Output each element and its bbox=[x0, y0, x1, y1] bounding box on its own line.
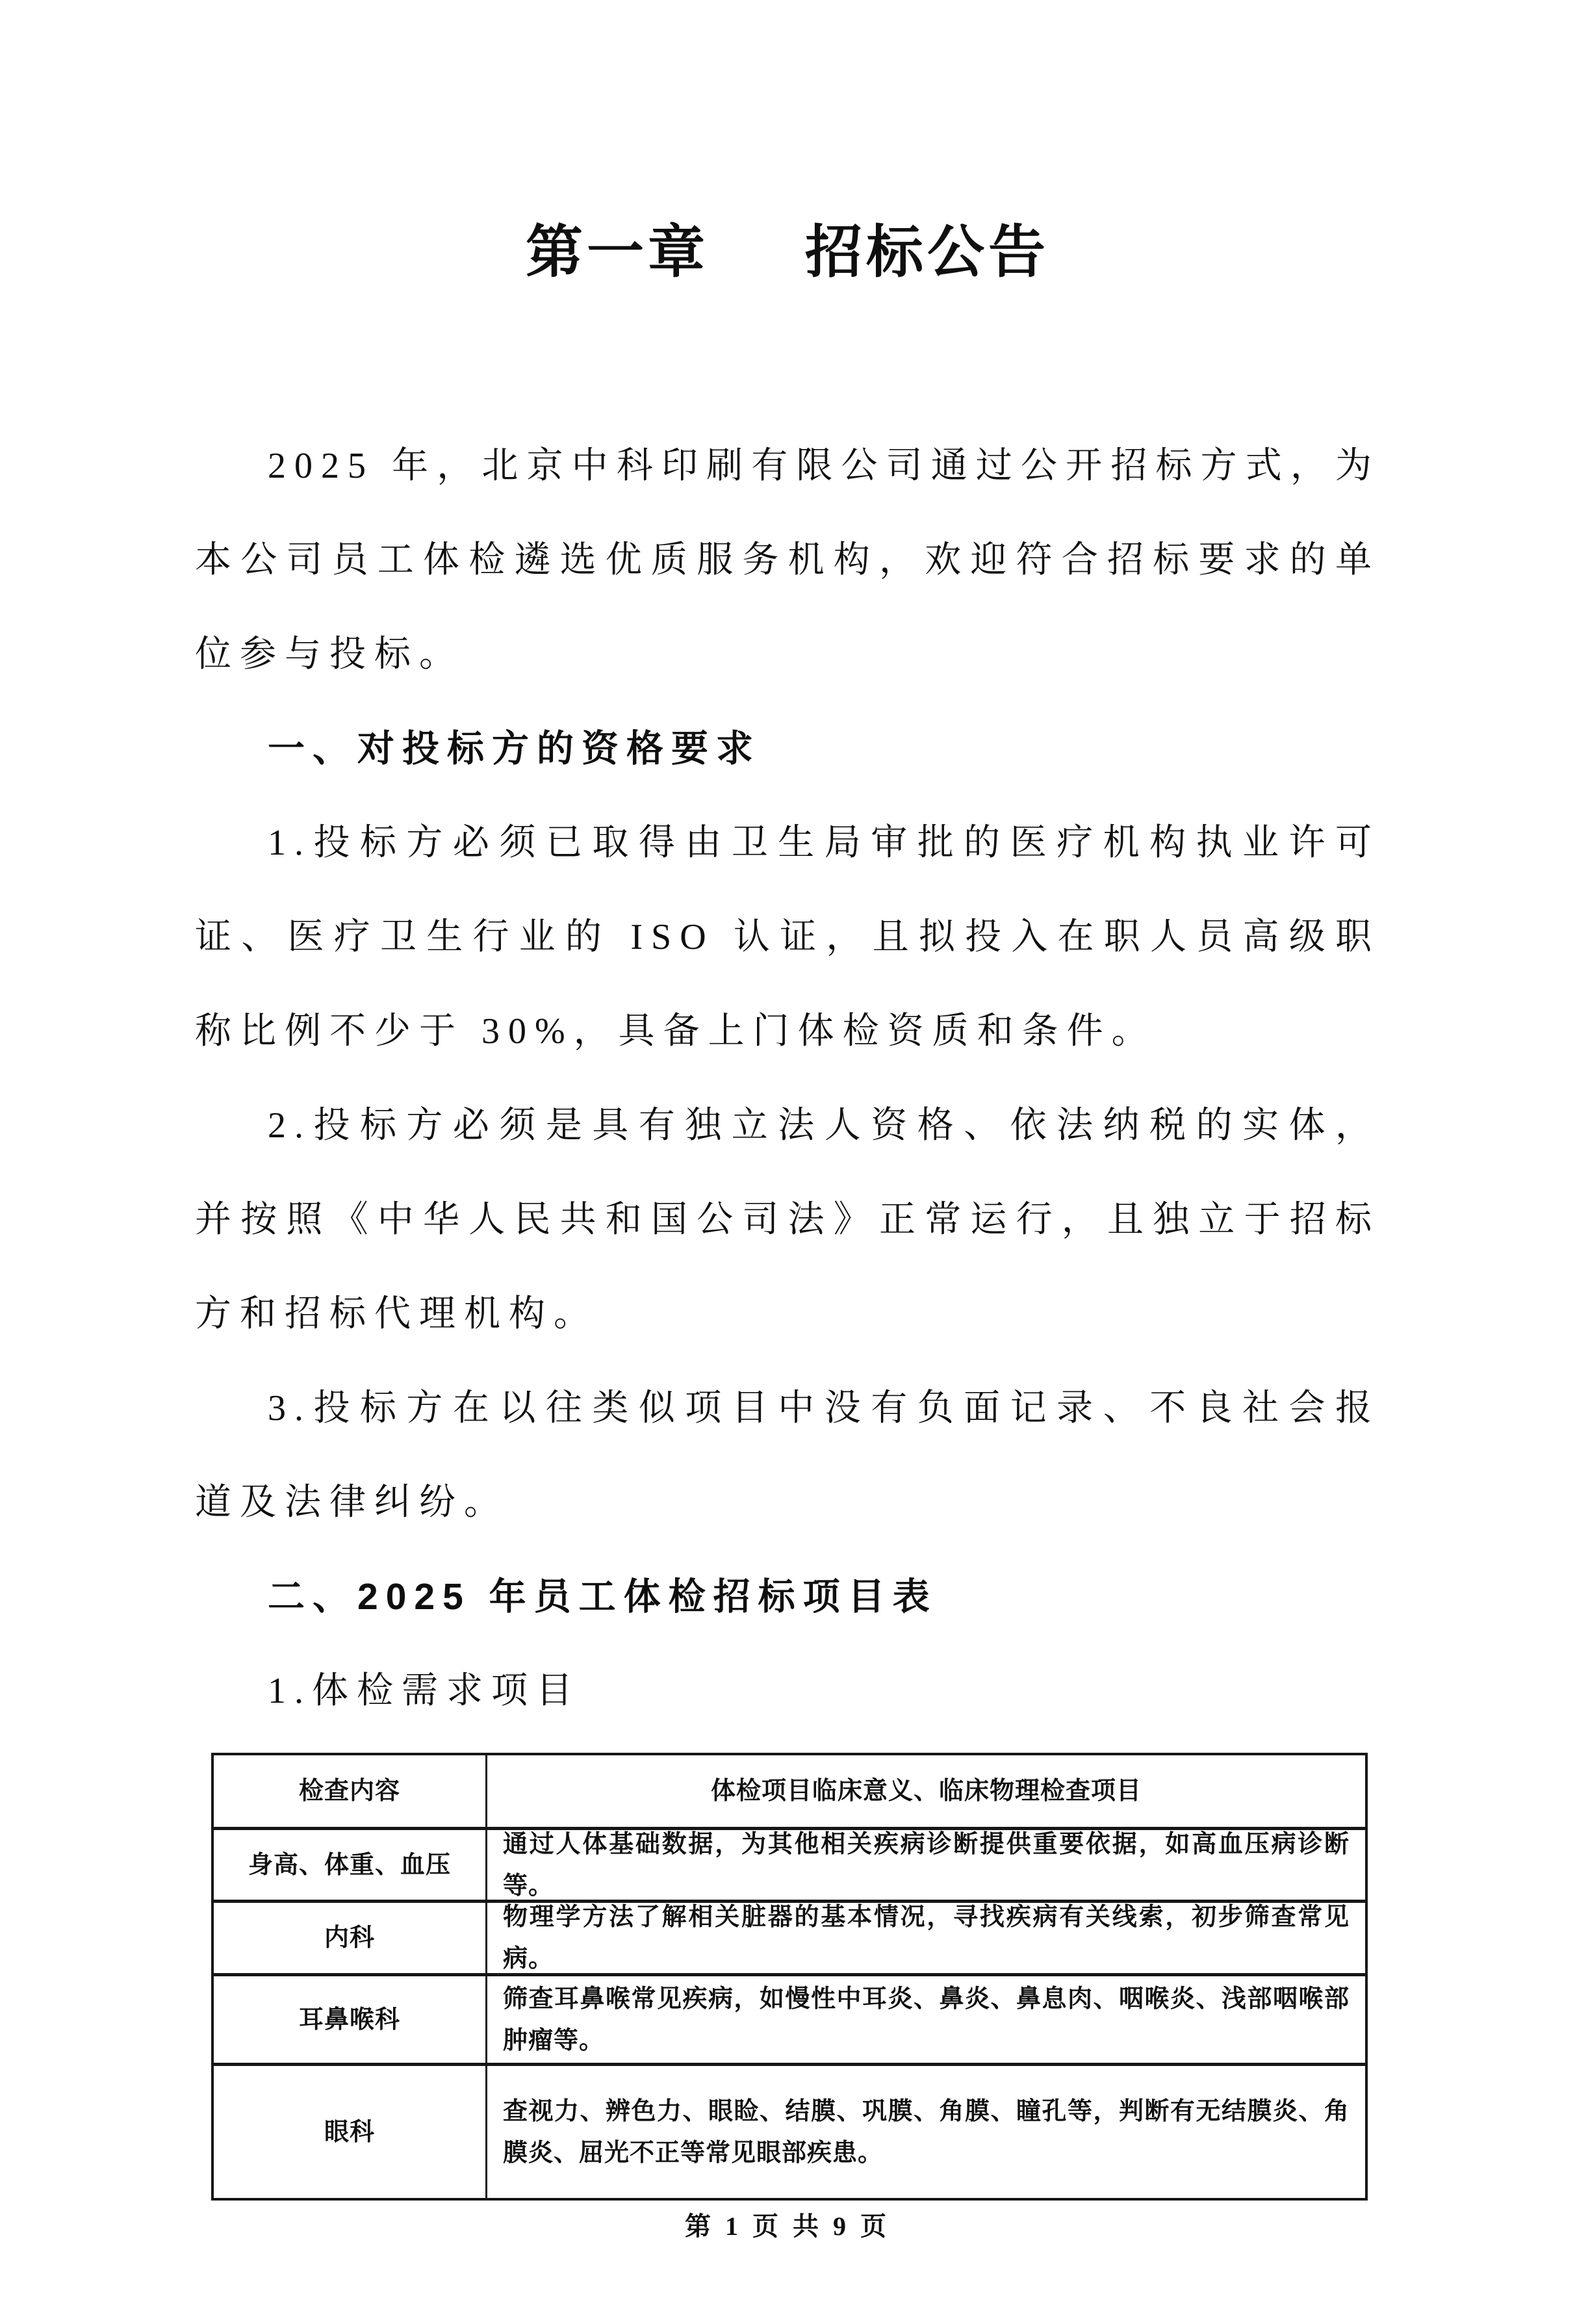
chapter-title-number: 第一章 bbox=[525, 222, 709, 285]
cell-desc: 物理学方法了解相关脏器的基本情况，寻找疾病有关线索，初步筛查常见病。 bbox=[503, 1904, 1350, 1972]
table-row-ophthalmology bbox=[214, 2063, 1365, 2198]
qualification-item-1: 1.投标方必须已取得由卫生局审批的医疗机构执业许可证、医疗卫生行业的 ISO 认证，且拟投入在职人员高级职称比例不少于 30%，具备上门体检资质和条件。 bbox=[195, 823, 1380, 1052]
cell-item: 内科 bbox=[214, 1903, 487, 1973]
table-header-row bbox=[214, 1755, 1365, 1827]
chapter-title bbox=[0, 214, 1575, 292]
chapter-title-text: 招标公告 bbox=[805, 222, 1050, 285]
header-cell-clinical-meaning: 体检项目临床意义、临床物理检查项目 bbox=[710, 1777, 1142, 1805]
qualification-item-2: 2.投标方必须是具有独立法人资格、依法纳税的实体，并按照《中华人民共和国公司法》正常运行，且独立于招标方和招标代理机构。 bbox=[195, 1105, 1380, 1334]
section2-heading: 二、2025 年员工体检招标项目表 bbox=[268, 1576, 938, 1618]
cell-desc: 通过人体基础数据，为其他相关疾病诊断提供重要依据，如高血压病诊断等。 bbox=[503, 1830, 1350, 1900]
qualification-item-3: 3.投标方在以往类似项目中没有负面记录、不良社会报道及法律纠纷。 bbox=[195, 1388, 1380, 1523]
table-row-ent bbox=[214, 1973, 1365, 2063]
intro-paragraph: 2025 年，北京中科印刷有限公司通过公开招标方式，为本公司员工体检遴选优质服务机构，欢迎符合招标要求的单位参与投标。 bbox=[195, 446, 1380, 675]
table-row-height-weight-bp bbox=[214, 1827, 1365, 1900]
cell-item: 眼科 bbox=[214, 2066, 487, 2198]
exam-items-table bbox=[211, 1753, 1368, 2201]
cell-desc: 筛查耳鼻喉常见疾病，如慢性中耳炎、鼻炎、鼻息肉、咽喉炎、浅部咽喉部肿瘤等。 bbox=[503, 1985, 1350, 2054]
cell-desc: 查视力、辨色力、眼睑、结膜、巩膜、角膜、瞳孔等，判断有无结膜炎、角膜炎、屈光不正等常见眼部疾患。 bbox=[503, 2097, 1350, 2167]
document-body bbox=[195, 419, 1380, 1738]
section1-heading: 一、对投标方的资格要求 bbox=[268, 728, 761, 769]
header-cell-check-content: 检查内容 bbox=[214, 1755, 487, 1827]
cell-item: 耳鼻喉科 bbox=[214, 1976, 487, 2063]
subsection-heading: 1.体检需求项目 bbox=[268, 1671, 581, 1711]
page-footer bbox=[0, 2208, 1575, 2245]
cell-item: 身高、体重、血压 bbox=[214, 1830, 487, 1900]
page-number: 第 1 页 共 9 页 bbox=[685, 2212, 890, 2241]
table-row-internal-medicine bbox=[214, 1900, 1365, 1973]
